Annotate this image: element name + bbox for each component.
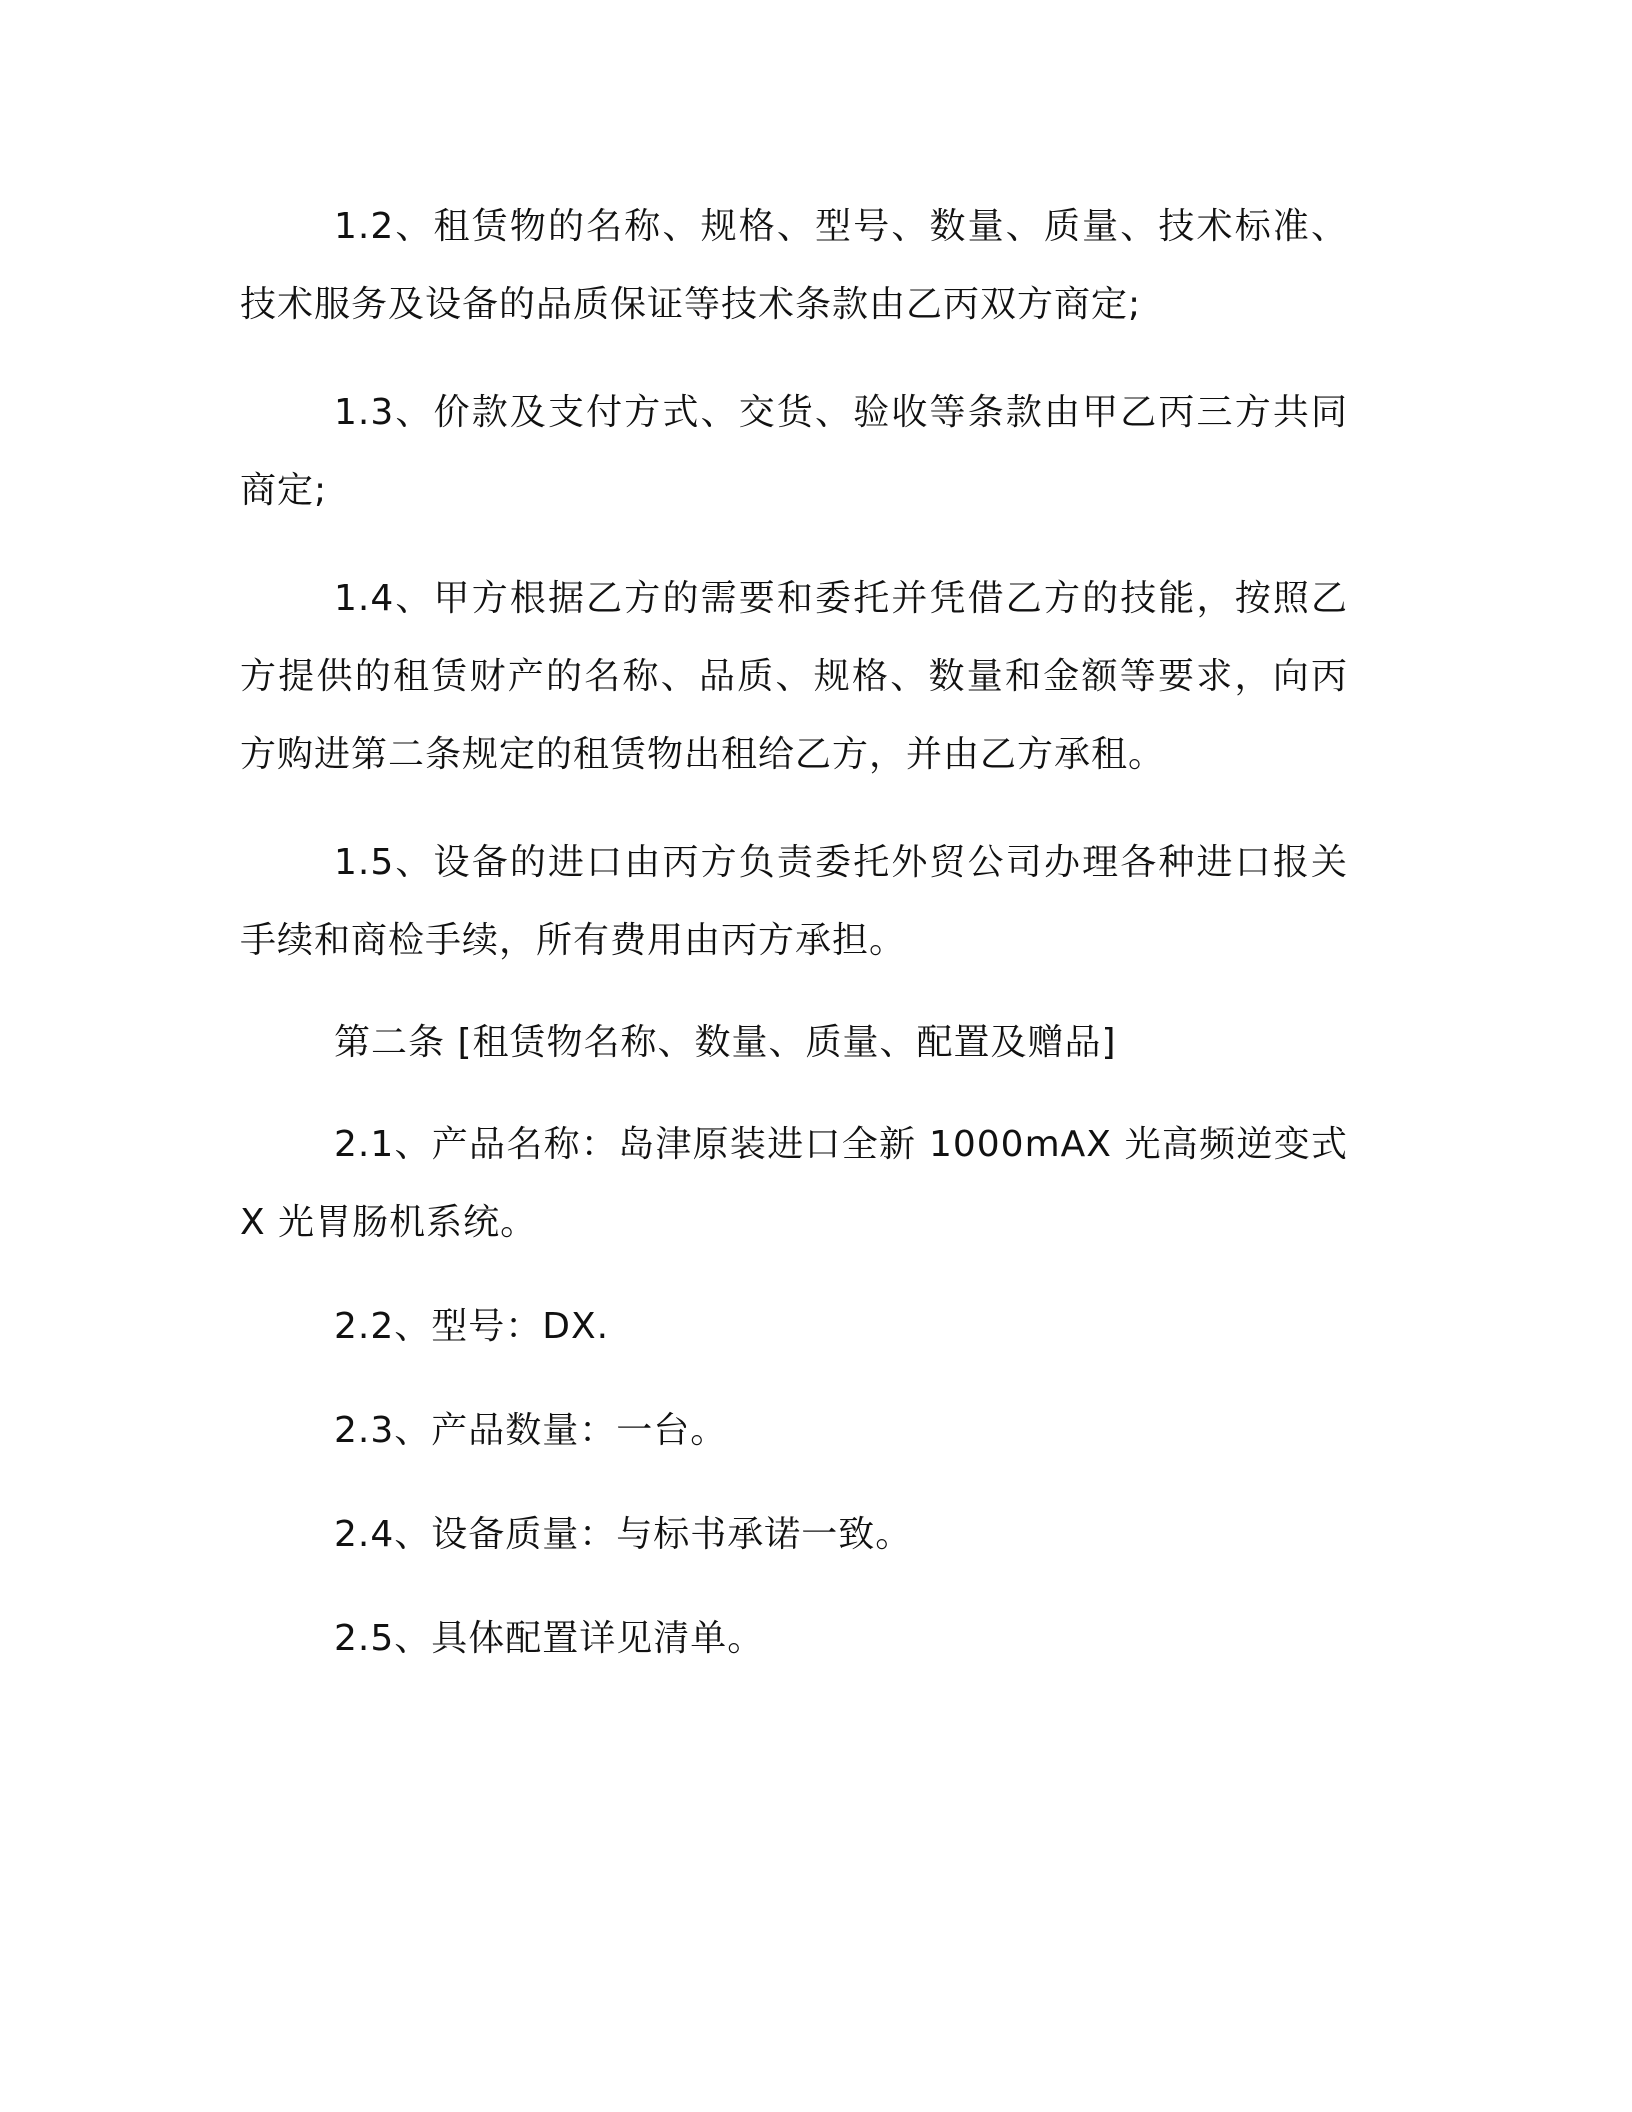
clause-2-4: 2.4、设备质量：与标书承诺一致。 (334, 1514, 913, 1555)
clause-2-2: 2.2、型号：DX. (334, 1306, 610, 1347)
clause-2-3: 2.3、产品数量：一台。 (334, 1410, 728, 1451)
document-body (240, 188, 1348, 1678)
clause-1-2: 1.2、租赁物的名称、规格、型号、数量、质量、技术标准、技术服务及设备的品质保证等技术条款由乙丙双方商定; (240, 206, 1348, 325)
clause-2-1: 2.1、产品名称：岛津原装进口全新 1000mAX 光高频逆变式 X 光胃肠机系统。 (240, 1124, 1348, 1243)
clause-2-5: 2.5、具体配置详见清单。 (334, 1618, 765, 1659)
article-2-heading: 第二条 [租赁物名称、数量、质量、配置及赠品] (334, 1022, 1117, 1063)
clause-1-5: 1.5、设备的进口由丙方负责委托外贸公司办理各种进口报关手续和商检手续，所有费用由丙方承担。 (240, 842, 1348, 961)
clause-1-4: 1.4、甲方根据乙方的需要和委托并凭借乙方的技能，按照乙方提供的租赁财产的名称、品质、规格、数量和金额等要求，向丙方购进第二条规定的租赁物出租给乙方，并由乙方承租。 (240, 578, 1348, 775)
clause-1-3: 1.3、价款及支付方式、交货、验收等条款由甲乙丙三方共同商定; (240, 392, 1348, 511)
